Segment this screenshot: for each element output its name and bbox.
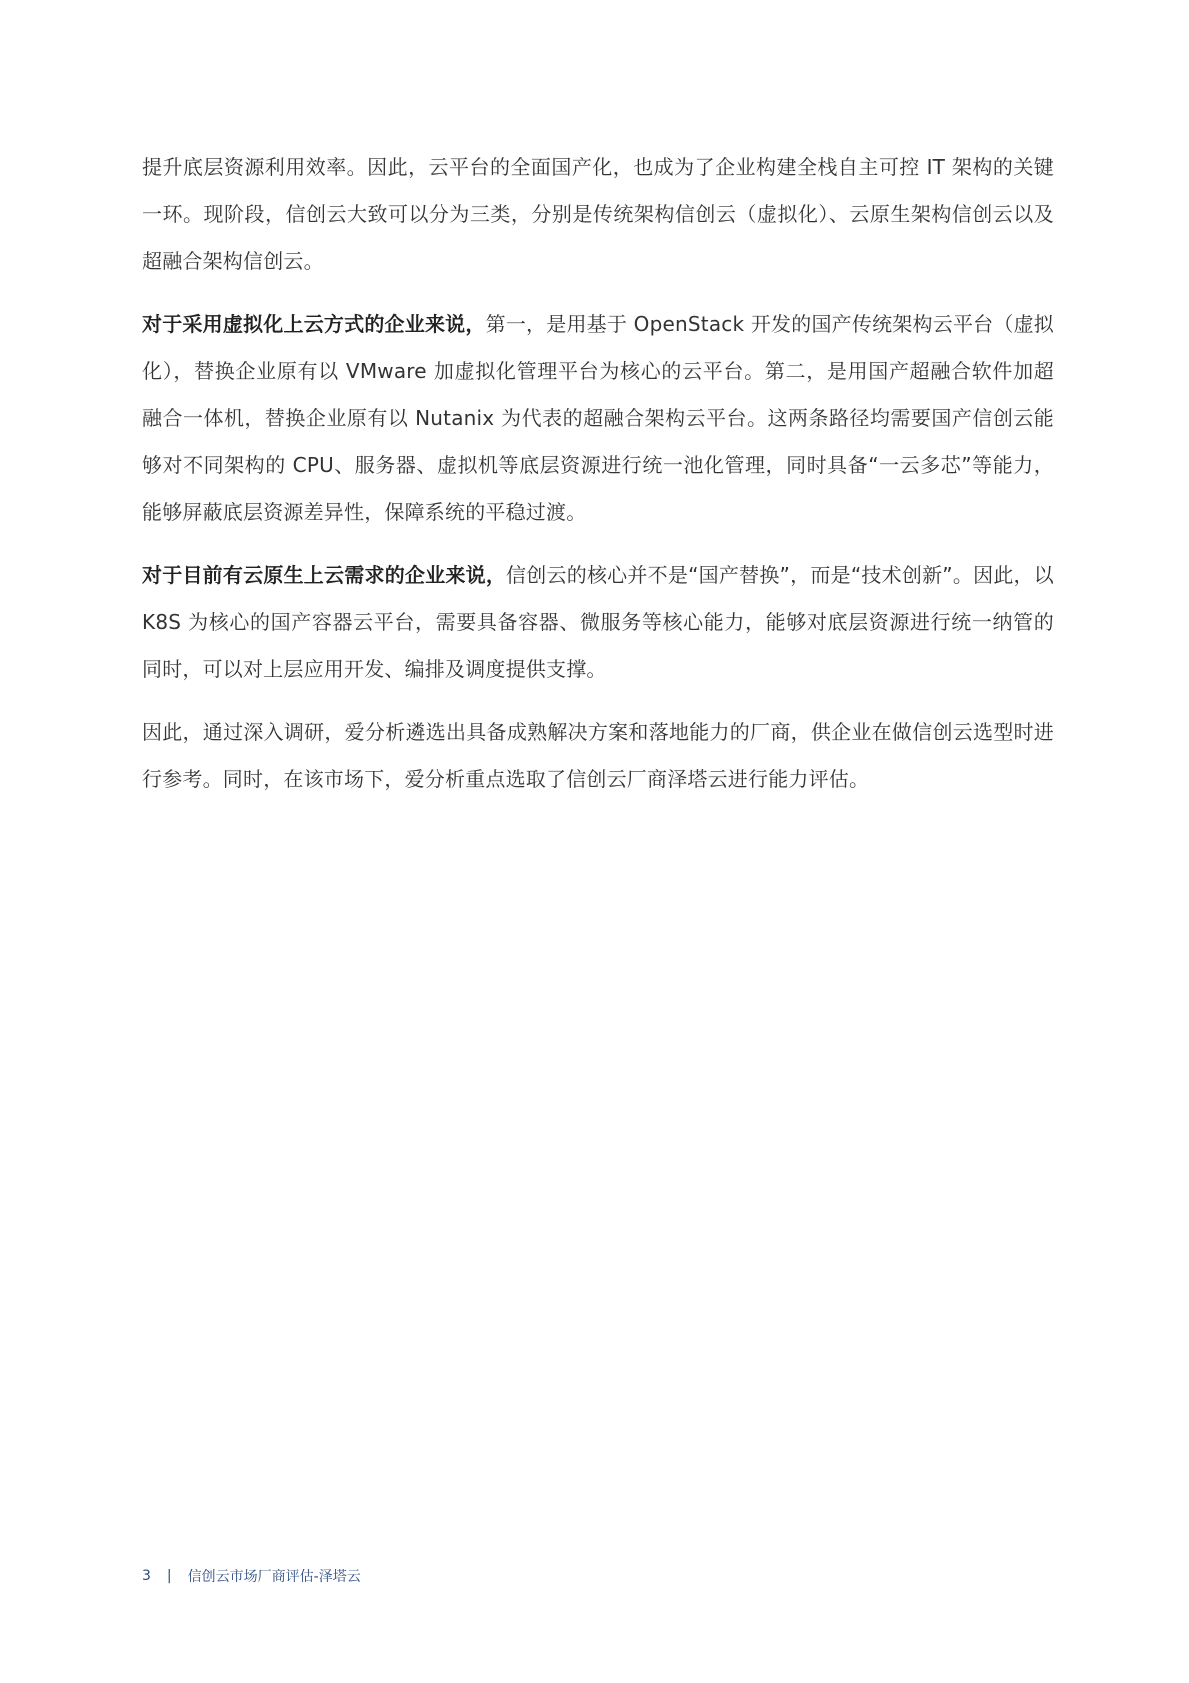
page-footer (142, 1566, 361, 1586)
footer-title: 信创云市场厂商评估-泽塔云 (187, 1569, 361, 1585)
paragraph-cloud-native (142, 552, 1054, 693)
footer-separator: | (166, 1568, 172, 1584)
document-body (142, 144, 1054, 819)
paragraph-conclusion (142, 709, 1054, 803)
paragraph-intro (142, 144, 1054, 285)
paragraph-lead: 对于采用虚拟化上云方式的企业来说， (142, 312, 486, 336)
paragraph-text: 因此，通过深入调研，爱分析遴选出具备成熟解决方案和落地能力的厂商，供企业在做信创云选型时进行参考。同时，在该市场下，爱分析重点选取了信创云厂商泽塔云进行能力评估。 (142, 720, 1054, 791)
paragraph-text: 第一，是用基于 OpenStack 开发的国产传统架构云平台（虚拟化），替换企业原有以 VMware 加虚拟化管理平台为核心的云平台。第二，是用国产超融合软件加超融合一体机，替换企业原有以 Nutanix 为代表的超融合架构云平台。这两条路径均需要国产信创云能够对不同架构的 CPU、服务器、虚拟机等底层资源进行统一池化管理，同时具备“一云多芯”等能力，能够屏蔽底层资源差异性，保障系统的平稳过渡。 (142, 312, 1054, 524)
page-number: 3 (142, 1568, 151, 1584)
paragraph-lead: 对于目前有云原生上云需求的企业来说， (142, 563, 507, 587)
paragraph-virtualization (142, 301, 1054, 536)
paragraph-text: 信创云的核心并不是“国产替换”，而是“技术创新”。因此，以 K8S 为核心的国产容器云平台，需要具备容器、微服务等核心能力，能够对底层资源进行统一纳管的同时，可以对上层应用开发、编排及调度提供支撑。 (142, 563, 1054, 681)
paragraph-text: 提升底层资源利用效率。因此，云平台的全面国产化，也成为了企业构建全栈自主可控 IT 架构的关键一环。现阶段，信创云大致可以分为三类，分别是传统架构信创云（虚拟化）、云原生架构信创云以及超融合架构信创云。 (142, 155, 1054, 273)
